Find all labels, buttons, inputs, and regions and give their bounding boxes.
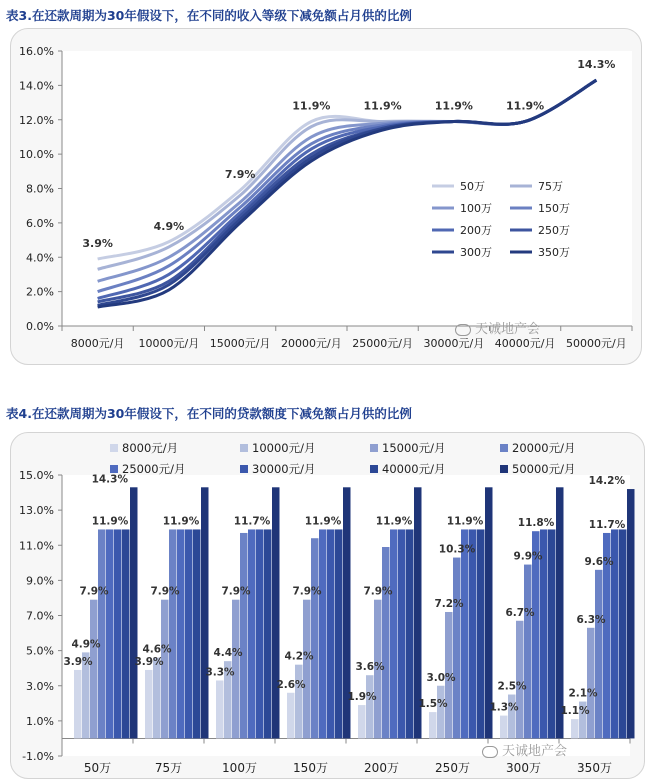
data-label: 3.9% <box>82 236 113 250</box>
legend-swatch <box>110 465 118 473</box>
data-label: 4.9% <box>153 219 185 233</box>
data-label: 9.9% <box>513 550 543 563</box>
legend-swatch <box>370 444 378 452</box>
x-tick-label: 40000元/月 <box>494 337 556 350</box>
y-tick-label: 8.0% <box>26 182 54 196</box>
data-label: 4.2% <box>284 650 314 663</box>
bar <box>366 675 374 738</box>
data-label: 7.9% <box>292 585 322 598</box>
watermark-text: 天诚地产会 <box>475 322 541 337</box>
bar <box>437 686 445 739</box>
legend-label: 300万 <box>460 246 492 259</box>
y-tick-label: 2.0% <box>26 285 54 299</box>
data-label: 2.6% <box>276 678 306 691</box>
data-label: 11.7% <box>588 518 626 531</box>
bar <box>429 712 437 738</box>
bar <box>311 538 319 738</box>
bar <box>74 670 82 738</box>
data-label: 11.9% <box>506 99 545 113</box>
x-tick-label: 300万 <box>506 761 541 775</box>
bar <box>161 600 169 739</box>
bar <box>153 658 161 739</box>
x-tick-label: 8000元/月 <box>70 337 125 350</box>
chart2-title: 表4.在还款周期为30年假设下，在不同的贷款额度下减免额占月供的比例 <box>6 406 412 421</box>
bar <box>319 529 327 738</box>
x-tick-label: 10000元/月 <box>138 337 200 350</box>
x-tick-label: 50万 <box>83 761 112 775</box>
bar <box>619 529 627 738</box>
data-label: 2.5% <box>497 680 527 693</box>
bar <box>177 529 185 738</box>
data-label: 11.9% <box>304 515 342 528</box>
x-tick-label: 15000元/月 <box>209 337 271 350</box>
bar <box>398 529 406 738</box>
x-tick-label: 20000元/月 <box>281 337 342 350</box>
bar <box>201 487 209 738</box>
bar <box>587 628 595 739</box>
data-label: 6.3% <box>576 613 606 626</box>
data-label: 14.3% <box>91 473 128 486</box>
data-label: 11.9% <box>434 99 473 113</box>
bar <box>627 489 635 738</box>
y-tick-label: -1.0% <box>22 750 54 763</box>
watermark-text: 天诚地产会 <box>502 744 568 759</box>
legend-label: 15000元/月 <box>382 441 446 455</box>
legend-label: 50000元/月 <box>512 462 576 476</box>
legend-swatch <box>110 444 118 452</box>
y-tick-label: 1.0% <box>26 714 54 728</box>
y-tick-label: 14.0% <box>19 79 54 93</box>
x-tick-label: 75万 <box>154 761 183 775</box>
x-tick-label: 250万 <box>435 761 470 775</box>
bar <box>287 693 295 739</box>
legend-label: 350万 <box>538 246 570 259</box>
legend-label: 25000元/月 <box>122 462 186 476</box>
chat-bubble-icon <box>482 746 498 758</box>
bar <box>130 487 138 738</box>
bar <box>477 529 485 738</box>
legend-label: 30000元/月 <box>252 462 316 476</box>
bar <box>169 529 177 738</box>
bar <box>571 719 579 738</box>
data-label: 14.3% <box>577 58 616 72</box>
bar <box>335 529 343 738</box>
bar <box>90 600 98 739</box>
data-label: 7.9% <box>150 585 180 598</box>
data-label: 2.1% <box>568 687 598 700</box>
data-label: 6.7% <box>505 606 535 619</box>
bar <box>272 487 280 738</box>
y-tick-label: 16.0% <box>19 45 54 58</box>
data-label: 11.7% <box>233 515 271 528</box>
bar <box>98 529 106 738</box>
y-tick-label: 12.0% <box>19 113 54 127</box>
y-tick-label: 10.0% <box>19 148 54 162</box>
legend-label: 20000元/月 <box>512 441 576 455</box>
data-label: 7.2% <box>434 597 464 610</box>
legend-swatch <box>370 465 378 473</box>
data-label: 11.8% <box>517 517 555 530</box>
bar <box>461 529 469 738</box>
bar <box>295 665 303 739</box>
data-label: 7.9% <box>224 168 256 182</box>
bar <box>193 529 201 738</box>
bar <box>500 716 508 739</box>
bar <box>524 565 532 739</box>
bar <box>264 529 272 738</box>
bar <box>256 529 264 738</box>
x-tick-label: 150万 <box>293 761 328 775</box>
data-label: 3.9% <box>63 655 93 668</box>
data-label: 11.9% <box>91 515 129 528</box>
bar <box>382 547 390 738</box>
legend-label: 50万 <box>460 180 485 193</box>
data-label: 10.3% <box>438 543 476 556</box>
data-label: 1.9% <box>347 691 377 704</box>
data-label: 4.4% <box>213 647 243 660</box>
data-label: 3.6% <box>355 661 385 674</box>
data-label: 11.9% <box>292 99 331 113</box>
data-label: 4.6% <box>142 643 172 656</box>
bar <box>406 529 414 738</box>
legend-label: 200万 <box>460 224 492 237</box>
bar <box>240 533 248 738</box>
y-tick-label: 7.0% <box>26 609 54 623</box>
bar <box>145 670 153 738</box>
data-label: 3.0% <box>426 671 456 684</box>
data-label: 1.1% <box>560 705 590 718</box>
data-label: 4.9% <box>71 638 101 651</box>
legend-label: 75万 <box>538 180 563 193</box>
bar <box>556 487 564 738</box>
data-label: 14.2% <box>588 475 625 488</box>
x-tick-label: 100万 <box>222 761 257 775</box>
bar <box>358 705 366 738</box>
data-label: 7.9% <box>363 585 393 598</box>
y-tick-label: 9.0% <box>26 574 54 588</box>
y-tick-label: 13.0% <box>19 504 54 518</box>
legend-swatch <box>240 444 248 452</box>
bar <box>106 529 114 738</box>
bar <box>453 558 461 739</box>
legend-label: 40000元/月 <box>382 462 446 476</box>
chart1-title: 表3.在还款周期为30年假设下，在不同的收入等级下减免额占月供的比例 <box>6 8 412 23</box>
legend-swatch <box>500 444 508 452</box>
y-tick-label: 6.0% <box>26 216 54 230</box>
legend-swatch <box>500 465 508 473</box>
bar <box>595 570 603 739</box>
x-tick-label: 30000元/月 <box>423 337 485 350</box>
data-label: 3.9% <box>134 655 164 668</box>
watermark-2 <box>482 740 567 759</box>
data-label: 7.9% <box>221 585 251 598</box>
bar <box>248 529 256 738</box>
y-tick-label: 0.0% <box>26 320 54 333</box>
data-label: 9.6% <box>584 555 614 568</box>
y-tick-label: 4.0% <box>26 251 54 265</box>
bar <box>469 529 477 738</box>
bar <box>548 529 556 738</box>
data-label: 1.3% <box>489 701 519 714</box>
data-label: 11.9% <box>446 515 484 528</box>
legend-label: 250万 <box>538 224 570 237</box>
x-tick-label: 50000元/月 <box>566 337 627 350</box>
x-tick-label: 200万 <box>364 761 399 775</box>
y-tick-label: 5.0% <box>26 644 54 658</box>
y-tick-label: 11.0% <box>19 539 54 553</box>
bar <box>327 529 335 738</box>
bar <box>216 680 224 738</box>
bar <box>114 529 122 738</box>
legend-label: 8000元/月 <box>122 441 179 455</box>
legend-label: 150万 <box>538 202 570 215</box>
bar <box>185 529 193 738</box>
legend-label: 10000元/月 <box>252 441 316 455</box>
data-label: 3.3% <box>205 666 235 679</box>
legend-label: 100万 <box>460 202 492 215</box>
data-label: 1.5% <box>418 698 448 711</box>
bar <box>122 529 130 738</box>
legend-swatch <box>240 465 248 473</box>
data-label: 11.9% <box>162 515 200 528</box>
x-tick-label: 350万 <box>577 761 612 775</box>
y-tick-label: 3.0% <box>26 679 54 693</box>
x-tick-label: 25000元/月 <box>352 337 413 350</box>
bar <box>303 600 311 739</box>
y-tick-label: 15.0% <box>19 469 54 482</box>
data-label: 11.9% <box>363 99 402 113</box>
data-label: 11.9% <box>375 515 413 528</box>
bar <box>390 529 398 738</box>
data-label: 7.9% <box>79 585 109 598</box>
